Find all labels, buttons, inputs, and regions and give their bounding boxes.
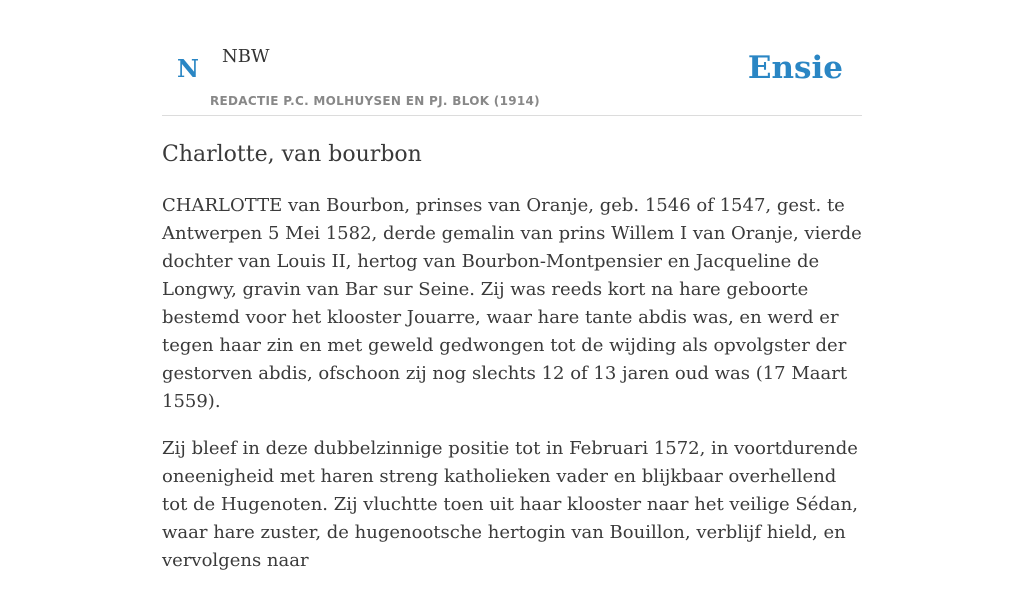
source-title[interactable]: NBW	[222, 46, 270, 67]
brand-logo-link[interactable]: Ensie	[747, 50, 843, 86]
source-subtitle: REDACTIE P.C. MOLHUYSEN EN PJ. BLOK (1914)	[210, 94, 540, 108]
article-paragraph: Zij bleef in deze dubbelzinnige positie tot in Februari 1572, in voortdurende oneenigheid met haren streng katholieken vader en blijkbaar overhellend tot de Hugenoten. Zij vluchtte toen uit haar klooster naar het veilige Sédan, waar hare zuster, de hugenootsche hertogin van Bouillon, verblijf hield, en vervolgens naar	[162, 438, 858, 571]
article-title: Charlotte, van bourbon	[162, 142, 422, 167]
article-paragraph: CHARLOTTE van Bourbon, prinses van Oranje, geb. 1546 of 1547, gest. te Antwerpen 5 Mei 1582, derde gemalin van prins Willem I van Oranje, vierde dochter van Louis II, hertog van Bourbon-Montpensier en Jacqueline de Longwy, gravin van Bar sur Seine. Zij was reeds kort na hare geboorte bestemd voor het klooster Jouarre, waar hare tante abdis was, en werd er tegen haar zin en met geweld gedwongen tot de wijding als opvolgster der gestorven abdis, ofschoon zij nog slechts 12 of 13 jaren oud was (17 Maart 1559).	[162, 195, 862, 412]
source-header	[162, 40, 862, 116]
article-body	[162, 192, 862, 594]
source-logo[interactable]: N	[177, 54, 199, 83]
